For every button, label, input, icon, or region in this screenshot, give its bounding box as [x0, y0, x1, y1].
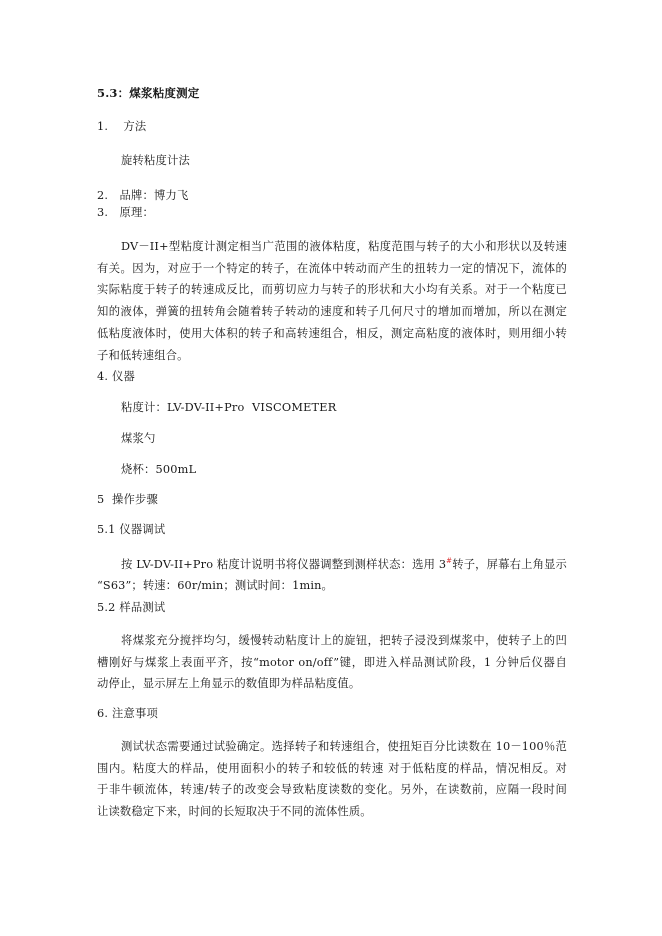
principle-line: DV－II+型粘度计测定相当广范围的液体粘度，粘度范围与转子的大小和形状以及转速: [121, 240, 567, 253]
notes-line: 围内。粘度大的样品，使用面积小的转子和较低的转速 对于低粘度的样品，情况相反。对: [97, 761, 567, 775]
step2-line: 槽刚好与煤浆上表面平齐，按“motor on/off”键，即进入样品测试阶段，1 分钟后仪器自: [97, 655, 567, 669]
principle-line: 子和低转速组合。: [97, 348, 189, 362]
notes-line: 测试状态需要通过试验确定。选择转子和转速组合，使扭矩百分比读数在 10－100％范: [121, 740, 567, 753]
section-title: 5.3：煤浆粘度测定: [97, 86, 200, 100]
notes-line: 让读数稳定下来，时间的长短取决于不同的流体性质。: [97, 805, 372, 819]
principle-line: 有关。因为，对应于一个特定的转子，在流体中转动而产生的扭转力一定的情况下，流体的: [97, 261, 567, 275]
principle-line: 知的液体，弹簧的扭转角会随着转子转动的速度和转子几何尺寸的增加而增加，所以在测定: [97, 305, 567, 319]
notes-line: 于非牛顿流体，转速/转子的改变会导致粘度读数的变化。另外，在读数前，应隔一段时间: [97, 783, 567, 797]
step2-paragraph: [97, 630, 567, 695]
spindle-number-mark: #: [446, 557, 453, 565]
step2-line: 将煤浆充分搅拌均匀，缓慢转动粘度计上的旋钮，把转子浸没到煤浆中，使转子上的凹: [121, 634, 567, 647]
principle-heading: 3. 原理：: [97, 206, 155, 219]
principle-line: 实际粘度于转子的转速成反比，而剪切应力与转子的形状和大小均有关系。对于一个粘度已: [97, 283, 567, 297]
step2-line: 动停止，显示屏左上角显示的数值即为样品粘度值。: [97, 677, 361, 691]
method-heading: 1. 方法: [97, 120, 147, 133]
notes-paragraph: [97, 736, 567, 823]
method-value: 旋转粘度计法: [121, 154, 190, 167]
principle-line: 低粘度液体时，使用大体积的转子和高转速组合，相反，测定高粘度的液体时，则用细小转: [97, 326, 567, 340]
instrument-beaker: 烧杯：500mL: [121, 463, 197, 476]
step1-heading: 5.1 仪器调试: [97, 523, 166, 536]
instruments-heading: 4. 仪器: [97, 370, 135, 383]
instrument-viscometer: 粘度计：LV-DV-II+Pro VISCOMETER: [121, 401, 337, 414]
step1-paragraph: [97, 551, 567, 597]
steps-heading: 5 操作步骤: [97, 493, 158, 506]
step2-heading: 5.2 样品测试: [97, 601, 166, 614]
step1-line: “S63”；转速：60r/min；测试时间：1min。: [97, 579, 333, 593]
notes-heading: 6. 注意事项: [97, 707, 158, 720]
step1-line: 按 LV-DV-II+Pro 粘度计说明书将仪器调整到测样状态：选用 3#转子，屏幕右上角显示: [121, 557, 567, 571]
brand-line: 2. 品牌：博力飞: [97, 189, 189, 202]
principle-paragraph: [97, 236, 567, 366]
instrument-spoon: 煤浆勺: [121, 432, 156, 445]
